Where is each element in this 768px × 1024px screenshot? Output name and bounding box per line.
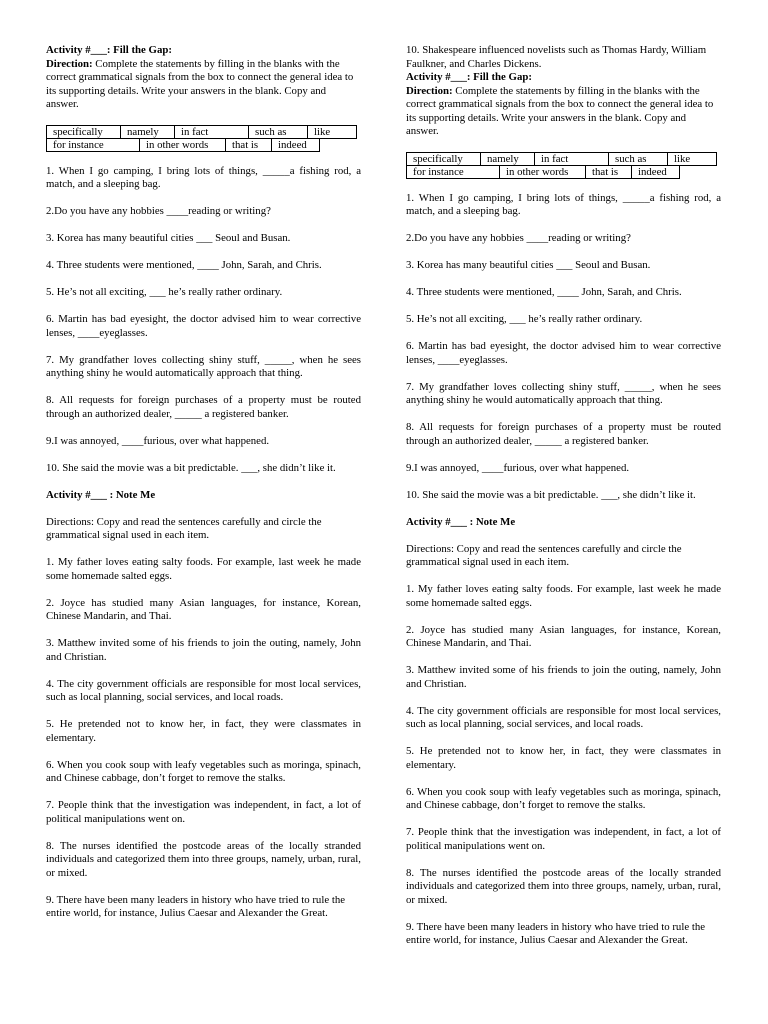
word-box-cell: in other words (499, 165, 586, 179)
note-me-item: 2. Joyce has studied many Asian languages, for instance, Korean, Chinese Mandarin, and Thai. (46, 596, 361, 622)
word-box (46, 125, 361, 152)
note-me-item: 7. People think that the investigation was independent, in fact, a lot of political manipulations went on. (46, 799, 361, 825)
word-box-cell: in other words (139, 138, 226, 152)
fill-gap-item: 8. All requests for foreign purchases of a property must be routed through an authorized dealer, _____ a registered banker. (406, 421, 721, 447)
fill-gap-title: Activity #___: Fill the Gap: (46, 44, 172, 56)
fill-gap-item: 9.I was annoyed, ____furious, over what happened. (46, 434, 270, 447)
fill-gap-item: 10. She said the movie was a bit predictable. ___, she didn’t like it. (406, 488, 696, 501)
fill-gap-item: 1. When I go camping, I bring lots of things, _____a fishing rod, a match, and a sleeping bag. (406, 191, 721, 217)
fill-gap-item: 10. She said the movie was a bit predictable. ___, she didn’t like it. (46, 461, 336, 474)
fill-gap-item: 6. Martin has bad eyesight, the doctor advised him to wear corrective lenses, ____eyeglasses. (406, 340, 721, 366)
note-me-item: 4. The city government officials are responsible for most local services, such as local planning, social services, and local roads. (46, 677, 361, 703)
fill-gap-item: 2.Do you have any hobbies ____reading or writing? (406, 232, 631, 244)
fill-gap-item: 5. He’s not all exciting, ___ he’s really rather ordinary. (406, 313, 643, 325)
note-me-title: Activity #___ : Note Me (46, 488, 156, 501)
fill-gap-item: 6. Martin has bad eyesight, the doctor advised him to wear corrective lenses, ____eyeglasses. (46, 313, 361, 339)
word-box-cell: like (307, 125, 357, 139)
direction-text: Complete the statements by filling in the blanks with the correct grammatical signals from the box to connect the general idea to its supporting details. Write your answers in the blank. Copy and answer. (46, 57, 354, 110)
word-box-row (406, 165, 721, 179)
note-me-item: 6. When you cook soup with leafy vegetables such as moringa, spinach, and Chinese cabbage, don’t forget to remove the stalks. (406, 785, 721, 811)
direction-label: Direction: (46, 57, 93, 70)
fill-gap-item: 4. Three students were mentioned, ____ John, Sarah, and Chris. (406, 286, 682, 298)
fill-gap-item: 7. My grandfather loves collecting shiny stuff, _____, when he sees anything shiny he would automatically approach that thing. (46, 353, 361, 379)
word-box-row (406, 152, 721, 166)
fill-gap-item: 1. When I go camping, I bring lots of things, _____a fishing rod, a match, and a sleeping bag. (46, 164, 361, 190)
word-box-row (46, 125, 361, 139)
note-me-item: 5. He pretended not to know her, in fact, they were classmates in elementary. (406, 745, 721, 771)
fill-gap-item: 7. My grandfather loves collecting shiny stuff, _____, when he sees anything shiny he would automatically approach that thing. (406, 380, 721, 406)
fill-gap-item: 2.Do you have any hobbies ____reading or writing? (46, 205, 271, 217)
left-column (46, 44, 361, 934)
note-me-item: 9. There have been many leaders in history who have tried to rule the entire world, for instance, Julius Caesar and Alexander the Great. (46, 893, 346, 919)
word-box-cell: namely (480, 152, 535, 166)
fill-gap-item: 8. All requests for foreign purchases of a property must be routed through an authorized dealer, _____ a registered banker. (46, 394, 361, 420)
note-me-item: 3. Matthew invited some of his friends to join the outing, namely, John and Christian. (46, 637, 361, 663)
note-me-item: 2. Joyce has studied many Asian languages, for instance, Korean, Chinese Mandarin, and Thai. (406, 623, 721, 649)
word-box-cell: for instance (406, 165, 500, 179)
note-me-item: 1. My father loves eating salty foods. For example, last week he made some homemade salted eggs. (406, 583, 721, 609)
direction-label: Direction: (406, 84, 453, 97)
word-box-cell: indeed (631, 165, 680, 179)
fill-gap-title: Activity #___: Fill the Gap: (406, 71, 532, 83)
intro-item: 10. Shakespeare influenced novelists such as Thomas Hardy, William Faulkner, and Charles Dickens. (406, 44, 707, 70)
word-box-cell: like (667, 152, 717, 166)
word-box-cell: that is (585, 165, 632, 179)
note-me-item: 5. He pretended not to know her, in fact, they were classmates in elementary. (46, 718, 361, 744)
word-box (406, 152, 721, 179)
fill-gap-directions (46, 58, 361, 112)
note-me-title: Activity #___ : Note Me (406, 515, 516, 528)
word-box-cell: in fact (534, 152, 609, 166)
word-box-cell: specifically (46, 125, 121, 139)
direction-text: Complete the statements by filling in the blanks with the correct grammatical signals from the box to connect the general idea to its supporting details. Write your answers in the blank. Copy and answer. (406, 84, 714, 137)
note-me-directions: Directions: Copy and read the sentences carefully and circle the grammatical signal used in each item. (46, 515, 322, 541)
note-me-item: 4. The city government officials are responsible for most local services, such as local planning, social services, and local roads. (406, 704, 721, 730)
note-me-item: 7. People think that the investigation was independent, in fact, a lot of political manipulations went on. (406, 826, 721, 852)
fill-gap-item: 3. Korea has many beautiful cities ___ Seoul and Busan. (406, 259, 651, 271)
note-me-item: 8. The nurses identified the postcode areas of the locally stranded individuals and categorized them into three groups, namely, urban, rural, or mixed. (406, 866, 721, 906)
note-me-item: 9. There have been many leaders in history who have tried to rule the entire world, for instance, Julius Caesar and Alexander the Great. (406, 920, 706, 946)
word-box-cell: such as (608, 152, 668, 166)
note-me-directions: Directions: Copy and read the sentences carefully and circle the grammatical signal used in each item. (406, 542, 682, 568)
word-box-cell: such as (248, 125, 308, 139)
word-box-row (46, 138, 361, 152)
fill-gap-item: 3. Korea has many beautiful cities ___ Seoul and Busan. (46, 232, 291, 244)
note-me-item: 8. The nurses identified the postcode areas of the locally stranded individuals and categorized them into three groups, namely, urban, rural, or mixed. (46, 839, 361, 879)
word-box-cell: specifically (406, 152, 481, 166)
word-box-cell: for instance (46, 138, 140, 152)
note-me-item: 3. Matthew invited some of his friends to join the outing, namely, John and Christian. (406, 664, 721, 690)
fill-gap-item: 4. Three students were mentioned, ____ John, Sarah, and Chris. (46, 259, 322, 271)
word-box-cell: in fact (174, 125, 249, 139)
note-me-item: 1. My father loves eating salty foods. For example, last week he made some homemade salted eggs. (46, 556, 361, 582)
fill-gap-item: 5. He’s not all exciting, ___ he’s really rather ordinary. (46, 286, 283, 298)
word-box-cell: namely (120, 125, 175, 139)
word-box-cell: that is (225, 138, 272, 152)
fill-gap-item: 9.I was annoyed, ____furious, over what happened. (406, 461, 630, 474)
right-column (406, 44, 721, 961)
fill-gap-directions (406, 85, 721, 139)
note-me-item: 6. When you cook soup with leafy vegetables such as moringa, spinach, and Chinese cabbage, don’t forget to remove the stalks. (46, 758, 361, 784)
word-box-cell: indeed (271, 138, 320, 152)
